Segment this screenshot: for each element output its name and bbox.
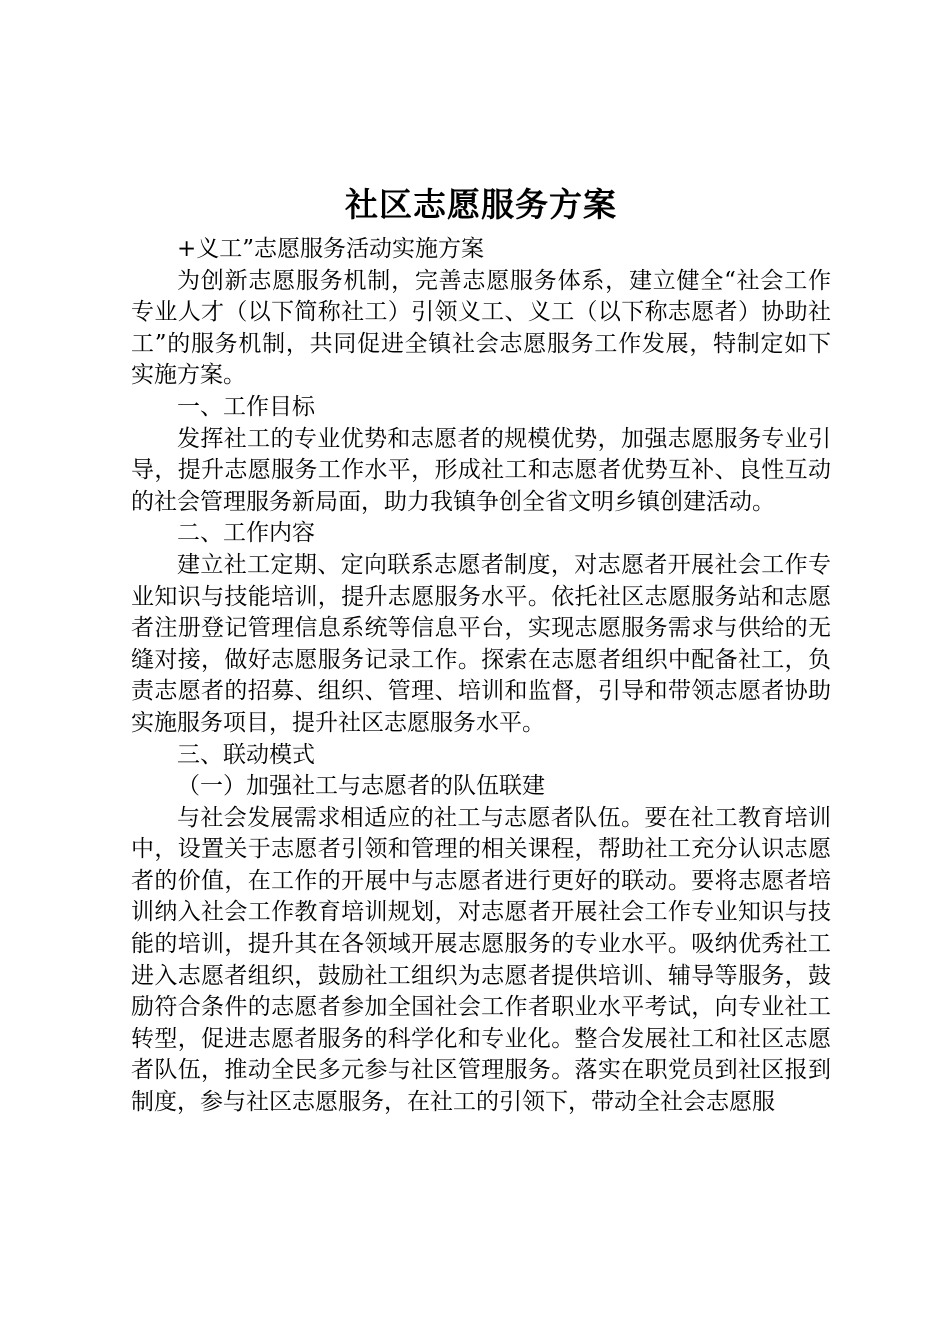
document-title: 社区志愿服务方案 xyxy=(345,185,617,224)
section-heading-mode: 三、联动模式 xyxy=(177,741,315,768)
content-paragraph: 建立社工定期、定向联系志愿者制度，对志愿者开展社会工作专业知识与技能培训，提升志愿服务水平。依托社区志愿服务站和志愿者注册登记管理信息系统等信息平台，实现志愿服务需求与供给的无缝对接，做好志愿服务记录工作。探索在志愿者组织中配备社工，负责志愿者的招募、组织、管理、培训和监督，引导和带领志愿者协助实施服务项目，提升社区志愿服务水平。 xyxy=(131,551,831,736)
team-paragraph: 与社会发展需求相适应的社工与志愿者队伍。要在社工教育培训中，设置关于志愿者引领和管理的相关课程，帮助社工充分认识志愿者的价值，在工作的开展中与志愿者进行更好的联动。要将志愿者培训纳入社会工作教育培训规划，对志愿者开展社会工作专业知识与技能的培训，提升其在各领域开展志愿服务的专业水平。吸纳优秀社工进入志愿者组织，鼓励社工组织为志愿者提供培训、辅导等服务，鼓励符合条件的志愿者参加全国社会工作者职业水平考试，向专业社工转型，促进志愿者服务的科学化和专业化。整合发展社工和社区志愿者队伍，推动全民多元参与社区管理服务。落实在职党员到社区报到制度，参与社区志愿服务，在社工的引领下，带动全社会志愿服 xyxy=(131,804,831,1116)
subsection-heading-team: （一）加强社工与志愿者的队伍联建 xyxy=(177,773,545,800)
subtitle-paragraph: +义工”志愿服务活动实施方案 xyxy=(177,236,485,262)
goals-paragraph: 发挥社工的专业优势和志愿者的规模优势，加强志愿服务专业引导，提升志愿服务工作水平，形成社工和志愿者优势互补、良性互动的社会管理服务新局面，助力我镇争创全省文明乡镇创建活动。 xyxy=(131,425,831,515)
section-heading-goals: 一、工作目标 xyxy=(177,393,315,420)
intro-paragraph: 为创新志愿服务机制，完善志愿服务体系，建立健全“社会工作专业人才（以下简称社工）引领义工、义工（以下称志愿者）协助社工”的服务机制，共同促进全镇社会志愿服务工作发展，特制定如下实施方案。 xyxy=(131,267,831,389)
document-page xyxy=(131,180,831,1119)
section-heading-content: 二、工作内容 xyxy=(177,520,315,547)
